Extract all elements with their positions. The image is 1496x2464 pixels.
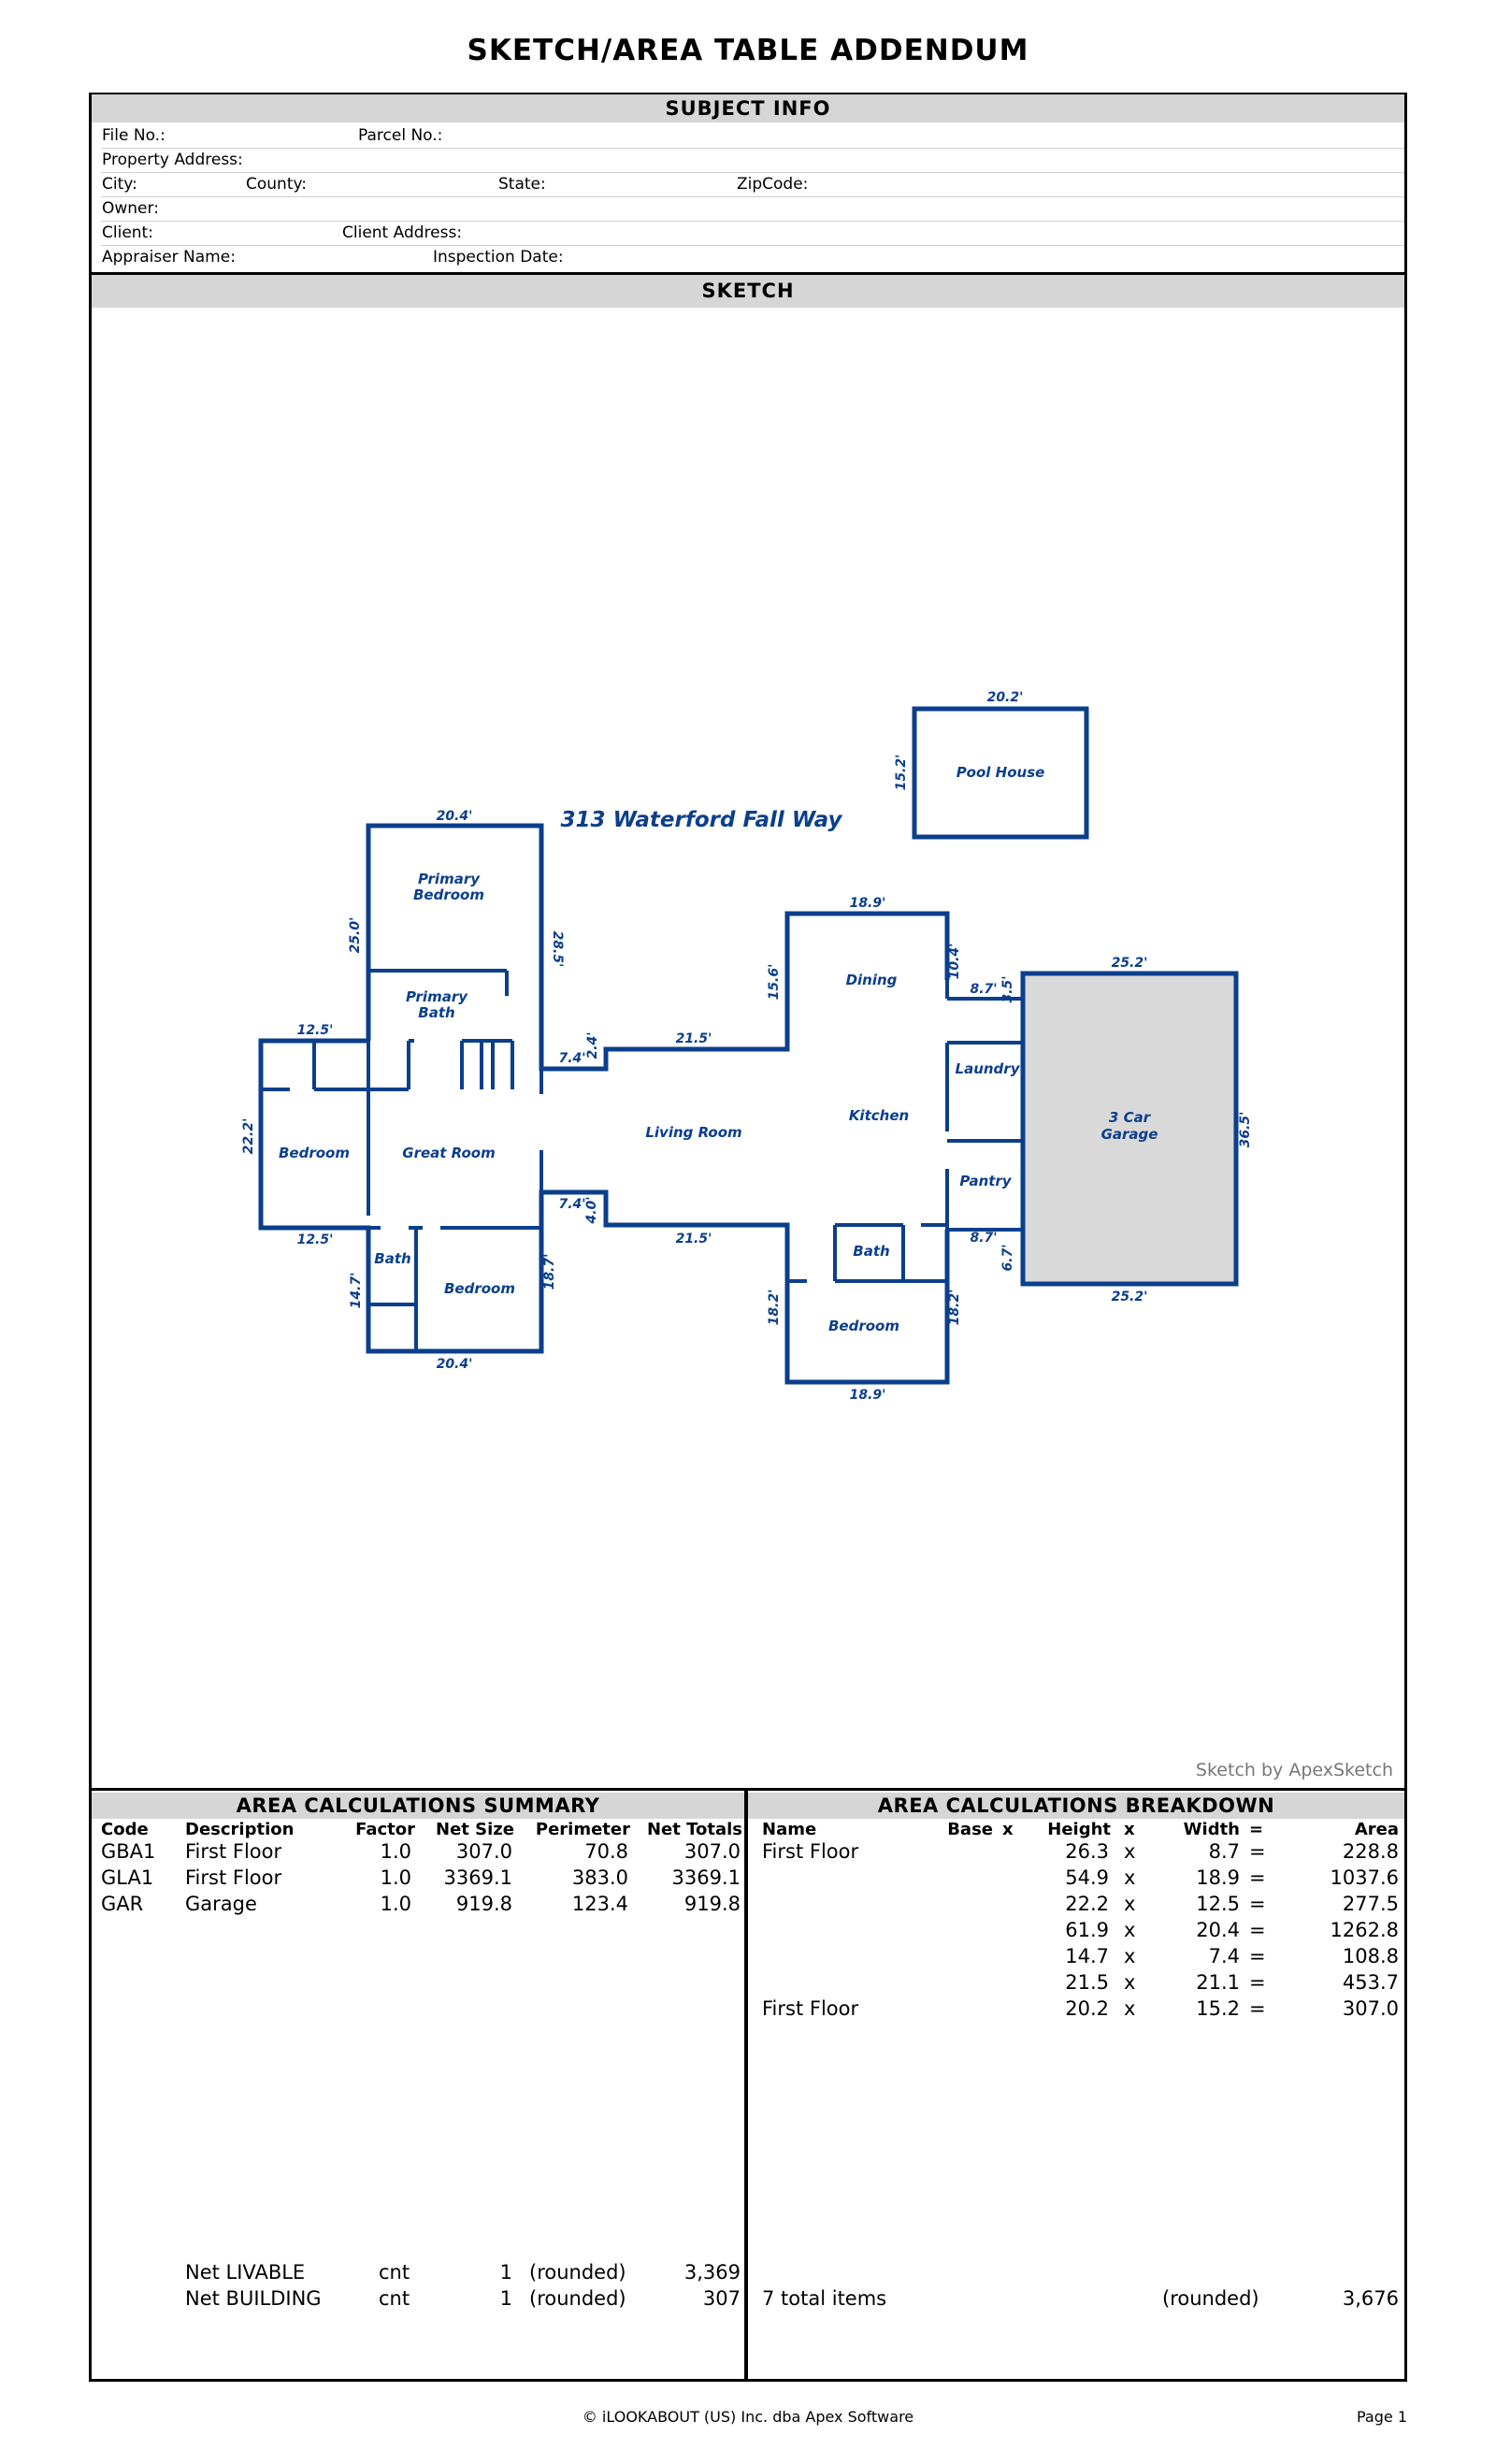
dim-se-right: 18.2' (947, 1289, 962, 1326)
floor-plan-sketch (92, 310, 1404, 1788)
breakdown-col-base: Base (947, 1820, 993, 1839)
total-count: 1 (499, 2287, 512, 2310)
summary-description: Garage (185, 1893, 257, 1915)
total-label: Net BUILDING (185, 2287, 322, 2310)
breakdown-equals: = (1249, 1945, 1266, 1967)
dim-west-top: 12.5' (296, 1023, 334, 1038)
dim-garage-bottom: 25.2' (1111, 1290, 1148, 1304)
breakdown-name: First Floor (762, 1840, 859, 1863)
summary-col-net-totals: Net Totals (646, 1820, 742, 1839)
dim-sw-bottom: 20.4' (436, 1357, 473, 1372)
summary-code: GAR (101, 1893, 144, 1915)
inspection-date-label: Inspection Date: (433, 248, 564, 267)
dim-kitchen-c: 8.7' (970, 1231, 998, 1246)
summary-net-size: 307.0 (455, 1840, 512, 1863)
summary-net-size: 919.8 (455, 1893, 512, 1915)
summary-col-net-size: Net Size (436, 1820, 514, 1839)
summary-col-description: Description (185, 1820, 295, 1839)
total-unit: cnt (379, 2287, 410, 2310)
breakdown-x: x (1124, 1893, 1136, 1915)
room-label-dining: Dining (845, 972, 898, 988)
dim-west-bottom: 12.5' (296, 1232, 334, 1247)
dim-kitchen-a: 8.7' (970, 982, 998, 997)
breakdown-x: x (1124, 1840, 1136, 1863)
dim-primary-right: 28.5' (550, 930, 565, 968)
summary-net-totals: 307.0 (683, 1840, 741, 1863)
breakdown-width: 12.5 (1196, 1893, 1240, 1915)
total-value: 3,369 (683, 2261, 741, 2284)
summary-code: GLA1 (101, 1866, 154, 1889)
dim-sw-left: 14.7' (349, 1272, 364, 1309)
info-row-address (101, 149, 1404, 173)
breakdown-height: 20.2 (1065, 1997, 1109, 2020)
breakdown-name: First Floor (762, 1997, 859, 2020)
breakdown-height: 61.9 (1065, 1919, 1109, 1941)
breakdown-width: 7.4 (1208, 1945, 1240, 1967)
summary-code: GBA1 (101, 1840, 156, 1863)
breakdown-height: 26.3 (1065, 1840, 1109, 1863)
breakdown-height: 21.5 (1065, 1971, 1109, 1994)
room-label-pool-house: Pool House (956, 764, 1045, 781)
breakdown-col-width: Width (1183, 1820, 1240, 1839)
breakdown-x: x (1124, 1971, 1136, 1994)
property-address-label: 313 Waterford Fall Way (560, 808, 842, 832)
breakdown-x: x (1124, 1919, 1136, 1941)
summary-perimeter: 383.0 (571, 1866, 628, 1889)
document-title: SKETCH/AREA TABLE ADDENDUM (467, 34, 1029, 67)
sketch-header: SKETCH (92, 275, 1404, 308)
city-label: City: (102, 175, 137, 194)
summary-net-totals: 3369.1 (671, 1866, 741, 1889)
room-label-bedroom-sw: Bedroom (444, 1280, 515, 1297)
summary-col-code: Code (101, 1820, 149, 1839)
summary-net-size: 3369.1 (443, 1866, 512, 1889)
summary-header: AREA CALCULATIONS SUMMARY (92, 1793, 744, 1819)
breakdown-height: 54.9 (1065, 1866, 1109, 1889)
zipcode-label: ZipCode: (737, 175, 809, 194)
breakdown-total-value: 3,676 (1342, 2287, 1399, 2310)
room-label-garage-2: Garage (1100, 1126, 1158, 1143)
room-label-primary-bedroom-1: Primary (418, 871, 480, 887)
dim-dining-left: 15.6' (767, 963, 782, 1001)
dim-se-left: 18.2' (767, 1289, 782, 1326)
breakdown-col-x1: x (1002, 1820, 1014, 1839)
summary-factor: 1.0 (380, 1893, 411, 1915)
breakdown-col-x2: x (1124, 1820, 1135, 1839)
breakdown-width: 20.4 (1196, 1919, 1240, 1941)
summary-factor: 1.0 (380, 1866, 411, 1889)
breakdown-area: 1037.6 (1330, 1866, 1399, 1889)
total-rounded: (rounded) (529, 2261, 626, 2284)
dim-garage-side: 36.5' (1238, 1111, 1253, 1148)
info-row-city (101, 173, 1404, 197)
room-label-bath-sw: Bath (374, 1250, 411, 1267)
dim-sw-right: 18.7' (542, 1253, 557, 1290)
property-address-label: Property Address: (102, 151, 243, 169)
dim-primary-left: 25.0' (348, 916, 363, 954)
sketch-credit: Sketch by ApexSketch (1195, 1760, 1393, 1780)
client-label: Client: (102, 223, 153, 242)
breakdown-height: 14.7 (1065, 1945, 1109, 1967)
total-value: 307 (702, 2287, 741, 2310)
file-no-label: File No.: (102, 126, 165, 145)
breakdown-area: 453.7 (1342, 1971, 1399, 1994)
dim-conn-bot-a: 7.4' (558, 1197, 586, 1212)
summary-col-perimeter: Perimeter (535, 1820, 630, 1839)
breakdown-area: 108.8 (1342, 1945, 1399, 1967)
total-label: Net LIVABLE (185, 2261, 306, 2284)
total-unit: cnt (379, 2261, 410, 2284)
info-row-file (101, 124, 1404, 149)
total-count: 1 (499, 2261, 512, 2284)
dim-conn-top-a: 7.4' (558, 1051, 586, 1066)
breakdown-area: 228.8 (1342, 1840, 1399, 1863)
tables-top-border (92, 1788, 1404, 1791)
breakdown-col-name: Name (762, 1820, 817, 1839)
breakdown-equals: = (1249, 1893, 1266, 1915)
subject-info-header: SUBJECT INFO (92, 94, 1404, 122)
dim-kitchen-b: 3.5' (1000, 975, 1015, 1003)
breakdown-x: x (1124, 1997, 1136, 2020)
summary-perimeter: 70.8 (584, 1840, 628, 1863)
breakdown-equals: = (1249, 1919, 1266, 1941)
county-label: County: (246, 175, 308, 194)
dim-kitchen-d: 6.7' (1000, 1244, 1015, 1272)
dim-primary-top: 20.4' (436, 809, 473, 824)
room-label-primary-bedroom-2: Bedroom (413, 886, 484, 903)
page-number: Page 1 (1357, 2408, 1407, 2426)
breakdown-equals: = (1249, 1971, 1266, 1994)
room-label-primary-bath-2: Bath (418, 1004, 455, 1021)
dim-pool-top: 20.2' (986, 690, 1024, 705)
breakdown-height: 22.2 (1065, 1893, 1109, 1915)
summary-col-factor: Factor (355, 1820, 415, 1839)
appraiser-name-label: Appraiser Name: (102, 248, 236, 267)
dim-conn-top-b: 2.4' (585, 1031, 600, 1059)
breakdown-total-rounded: (rounded) (1162, 2287, 1259, 2310)
room-label-laundry: Laundry (955, 1060, 1020, 1077)
dim-se-bottom: 18.9' (849, 1388, 886, 1403)
summary-factor: 1.0 (380, 1840, 411, 1863)
breakdown-header: AREA CALCULATIONS BREAKDOWN (748, 1793, 1404, 1819)
room-label-bedroom-west: Bedroom (279, 1145, 350, 1161)
dim-garage-top: 25.2' (1111, 956, 1148, 971)
tables-divider (744, 1788, 748, 2382)
room-label-bedroom-se: Bedroom (828, 1318, 899, 1334)
breakdown-area: 1262.8 (1330, 1919, 1399, 1941)
dim-pool-side: 15.2' (894, 754, 909, 791)
room-label-garage-1: 3 Car (1108, 1109, 1151, 1126)
footer-copyright: © iLOOKABOUT (US) Inc. dba Apex Software (582, 2408, 914, 2426)
breakdown-total-label: 7 total items (762, 2287, 887, 2310)
room-label-great-room: Great Room (402, 1145, 496, 1161)
breakdown-width: 18.9 (1196, 1866, 1240, 1889)
parcel-no-label: Parcel No.: (358, 126, 443, 145)
total-rounded: (rounded) (529, 2287, 626, 2310)
breakdown-x: x (1124, 1945, 1136, 1967)
info-row-client (101, 222, 1404, 246)
info-row-appraiser (101, 246, 1404, 269)
dim-conn-bot-b: 4.0' (584, 1196, 599, 1224)
summary-description: First Floor (185, 1840, 282, 1863)
dim-west-left: 22.2' (241, 1117, 256, 1155)
room-label-kitchen: Kitchen (848, 1107, 910, 1124)
dim-dining-right: 10.4' (947, 943, 962, 980)
dim-dining-top: 18.9' (849, 896, 886, 911)
summary-description: First Floor (185, 1866, 282, 1889)
dim-living-bottom: 21.5' (675, 1232, 712, 1246)
breakdown-equals: = (1249, 1840, 1266, 1863)
breakdown-col-equals: = (1249, 1820, 1264, 1839)
summary-perimeter: 123.4 (571, 1893, 628, 1915)
breakdown-x: x (1124, 1866, 1136, 1889)
client-address-label: Client Address: (342, 223, 463, 242)
breakdown-col-area: Area (1354, 1820, 1399, 1839)
summary-net-totals: 919.8 (683, 1893, 741, 1915)
breakdown-width: 8.7 (1208, 1840, 1240, 1863)
breakdown-col-height: Height (1047, 1820, 1111, 1839)
primary-wing-outline (368, 826, 947, 1069)
owner-label: Owner: (102, 199, 159, 218)
room-label-bath-se: Bath (853, 1243, 890, 1260)
breakdown-width: 15.2 (1196, 1997, 1240, 2020)
info-row-owner (101, 197, 1404, 222)
room-label-primary-bath-1: Primary (406, 988, 468, 1005)
room-label-pantry: Pantry (959, 1173, 1012, 1189)
breakdown-width: 21.1 (1196, 1971, 1240, 1994)
dim-living-top: 21.5' (675, 1031, 712, 1046)
breakdown-area: 307.0 (1342, 1997, 1399, 2020)
state-label: State: (498, 175, 546, 194)
breakdown-equals: = (1249, 1866, 1266, 1889)
room-label-living-room: Living Room (645, 1124, 742, 1141)
breakdown-area: 277.5 (1342, 1893, 1399, 1915)
breakdown-equals: = (1249, 1997, 1266, 2020)
